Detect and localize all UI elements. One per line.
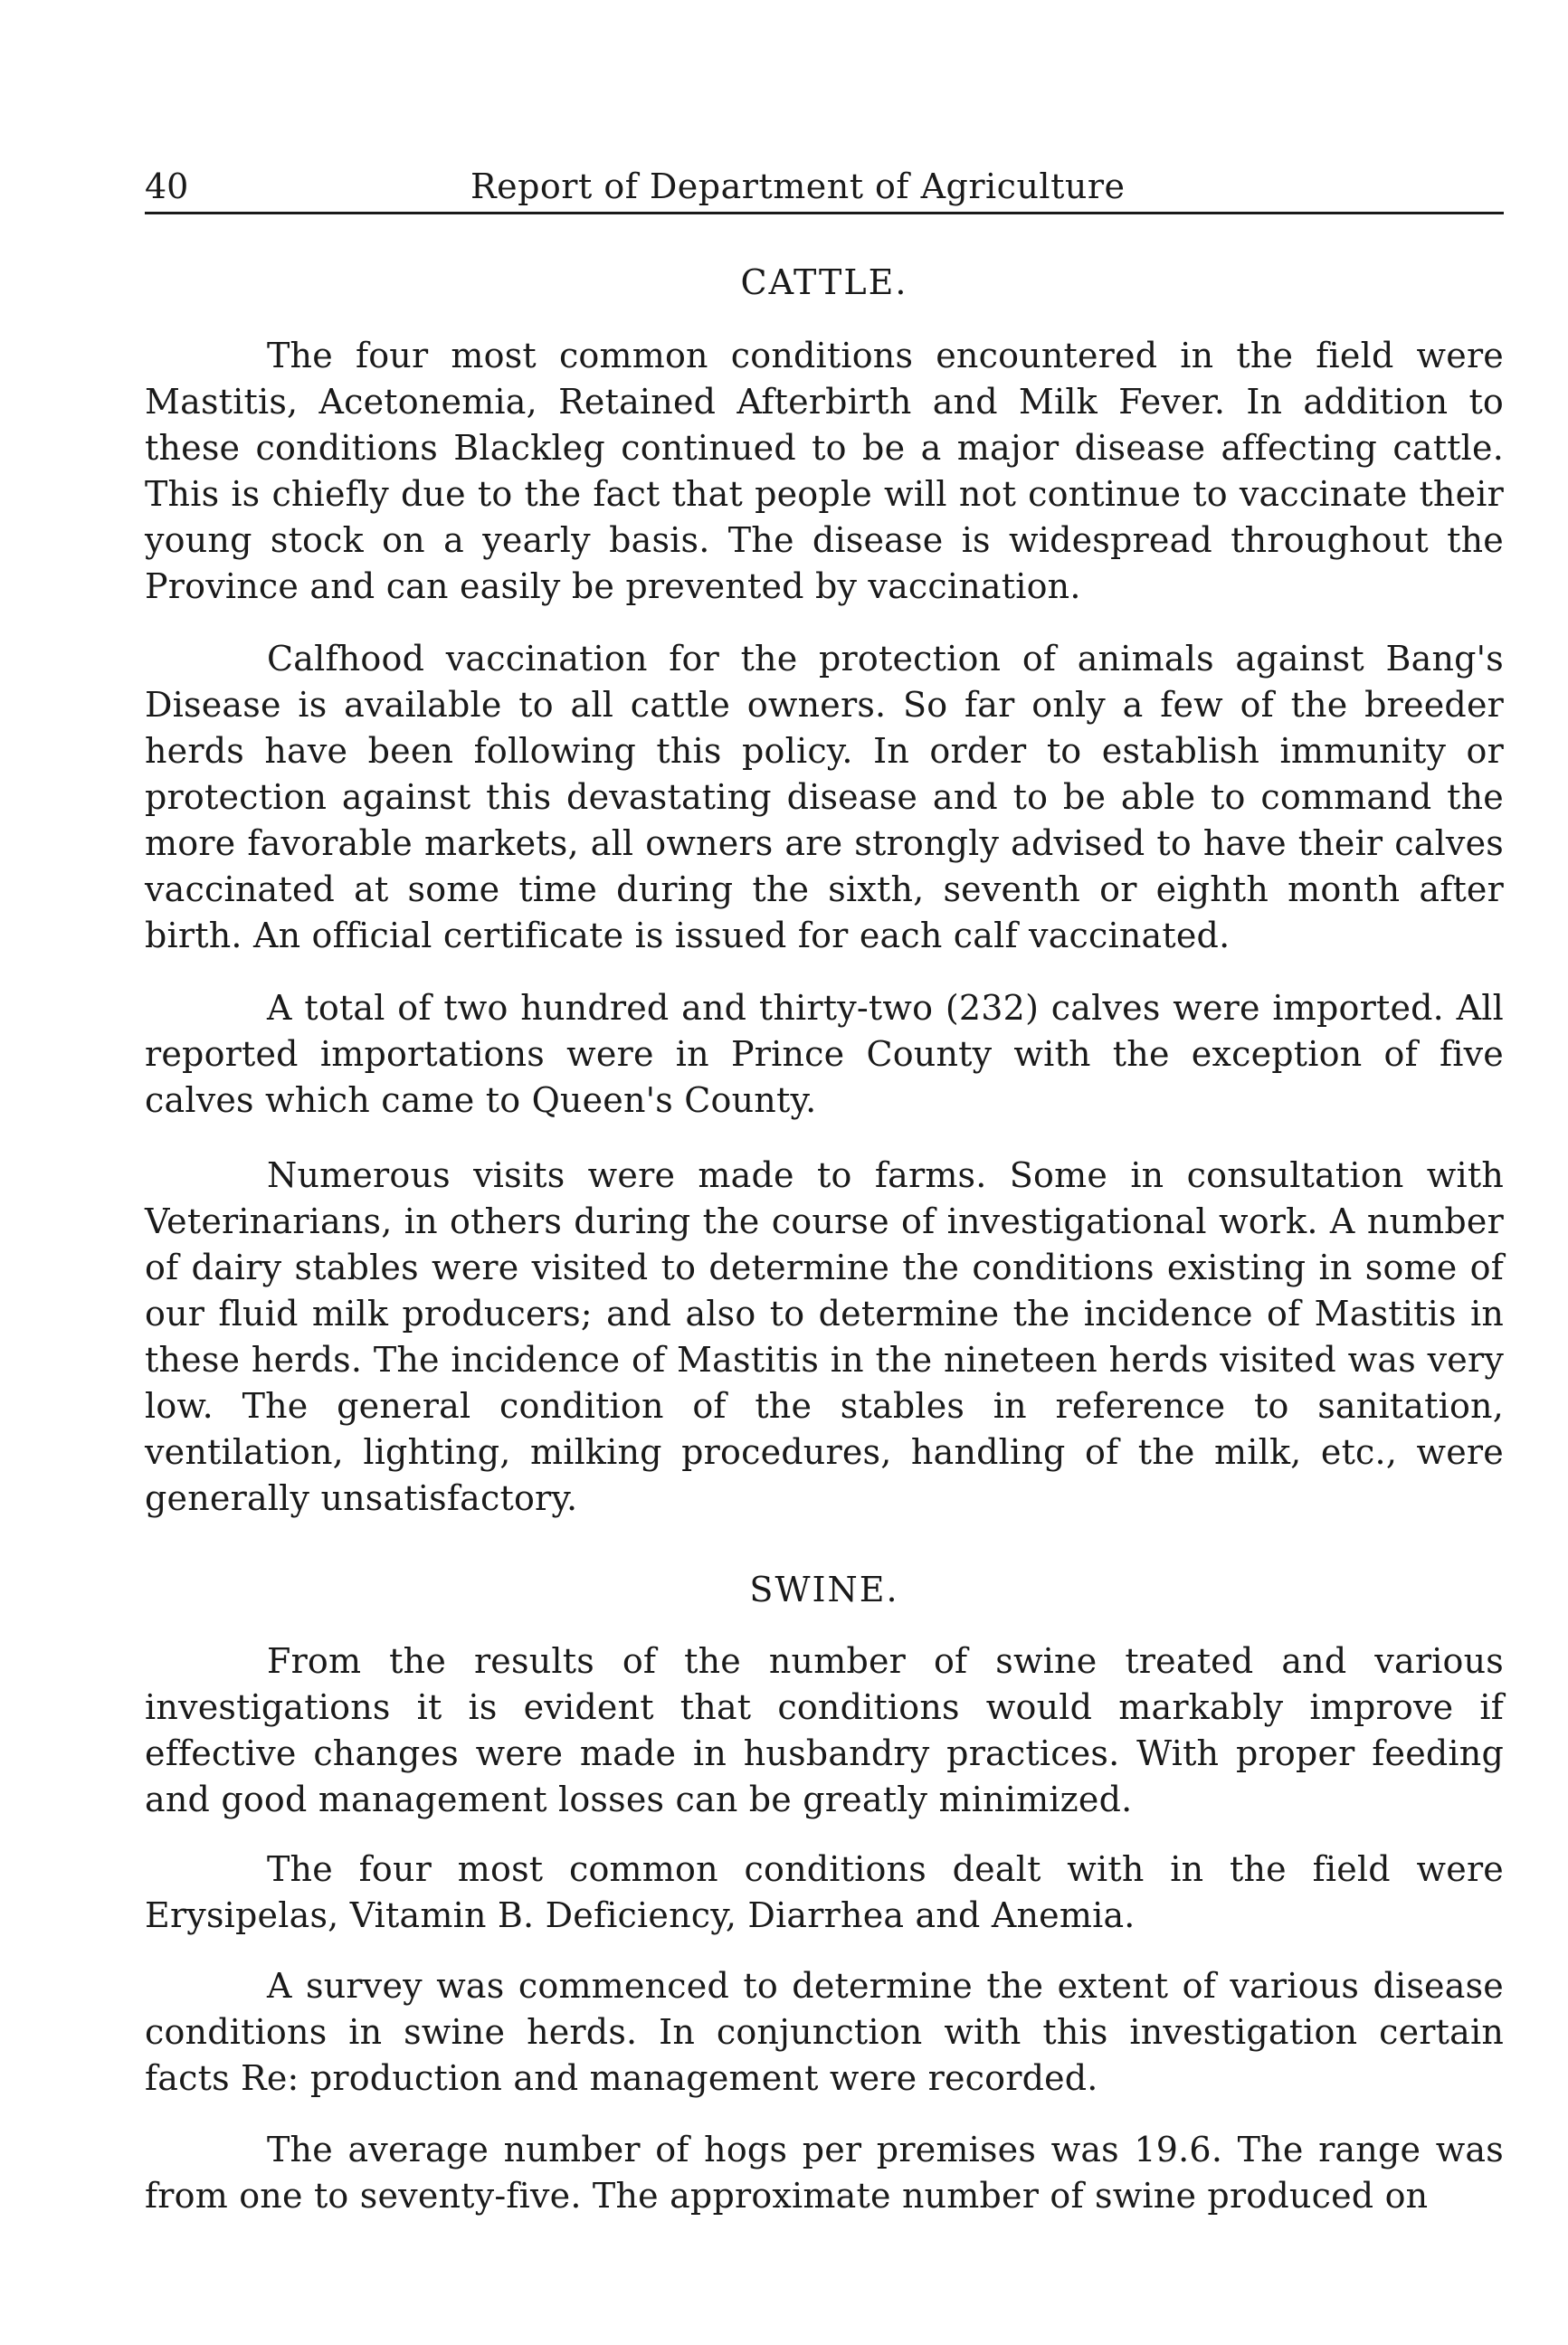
swine-heading: SWINE. [749,1570,899,1609]
cattle-heading: CATTLE. [740,262,908,302]
swine-paragraph-2: The four most common conditions dealt with in the field were Erysipelas, Vitamin B. Deficiency, Diarrhea and Anemia. [145,1849,1504,1935]
page-header [145,161,1504,214]
cattle-paragraph-2: Calfhood vaccination for the protection of animals against Bang's Disease is available to all cattle owners. So far only a few of the breeder herds have been following this policy. In order to establish immunity or protection against this devastating disease and to be able to command the more favorable markets, all owners are strongly advised to have their calves vaccinated at some time during the sixth, seventh or eighth month after birth. An official certificate is issued for each calf vaccinated. [145,639,1504,955]
cattle-paragraph-3: A total of two hundred and thirty-two (232) calves were imported. All reported importations were in Prince County with the exception of five calves which came to Queen's County. [145,988,1504,1120]
running-title: Report of Department of Agriculture [470,166,1126,206]
page-number: 40 [145,166,189,206]
swine-paragraph-3: A survey was commenced to determine the extent of various disease conditions in swine herds. In conjunction with this investigation certain facts Re: production and management were recorded. [145,1966,1504,2098]
cattle-paragraph-1: The four most common conditions encountered in the field were Mastitis, Acetonemia, Retained Afterbirth and Milk Fever. In addition to these conditions Blackleg continued to be a major disease affecting cattle. This is chiefly due to the fact that people will not continue to vaccinate their young stock on a yearly basis. The disease is widespread throughout the Province and can easily be prevented by vaccination. [145,336,1504,606]
swine-paragraph-1: From the results of the number of swine treated and various investigations it is evident that conditions would markably improve if effective changes were made in husbandry practices. With proper feeding and good management losses can be greatly minimized. [145,1641,1504,1819]
swine-paragraph-4: The average number of hogs per premises was 19.6. The range was from one to seventy-five. The approximate number of swine produced on [145,2130,1504,2216]
cattle-paragraph-4: Numerous visits were made to farms. Some in consultation with Veterinarians, in others during the course of investigational work. A number of dairy stables were visited to determine the conditions existing in some of our fluid milk producers; and also to determine the incidence of Mastitis in these herds. The incidence of Mastitis in the nineteen herds visited was very low. The general condition of the stables in reference to sanitation, ventilation, lighting, milking procedures, handling of the milk, etc., were generally unsatisfactory. [145,1155,1504,1518]
